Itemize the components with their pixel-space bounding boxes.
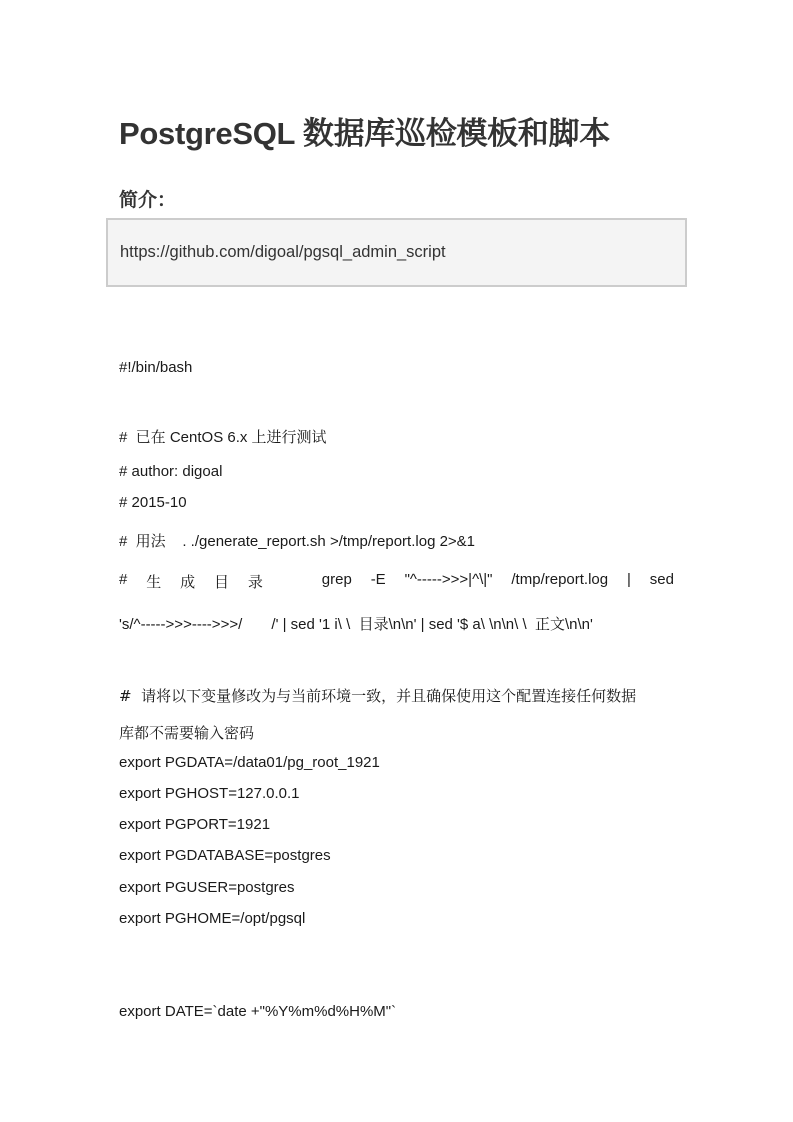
toc-token: -E (370, 571, 386, 588)
intro-link[interactable]: https://github.com/digoal/pgsql_admin_script (120, 243, 446, 261)
toc-token: # (119, 571, 128, 588)
toc-token: | (626, 571, 631, 588)
toc-token: 目 (214, 573, 230, 591)
comment-env-line-2: 库都不需要输入密码 (119, 724, 255, 742)
toc-token: 成 (180, 573, 196, 591)
comment-toc-line-2: 's/^----->>>---->>>/ /' | sed '1 i\ \ 目录\n\n' | sed '$ a\ \n\n\ \ 正文\n\n' (119, 616, 593, 633)
comment-date: # 2015-10 (119, 494, 187, 511)
export-pgdata: export PGDATA=/data01/pg_root_1921 (119, 754, 380, 771)
toc-token: grep (321, 571, 352, 588)
export-pgdatabase: export PGDATABASE=postgres (119, 847, 331, 864)
toc-token: sed (649, 571, 674, 588)
comment-env-line-1: # 请将以下变量修改为与当前环境一致，并且确保使用这个配置连接任何数据 (119, 687, 637, 705)
comment-usage: # 用法 . ./generate_report.sh >/tmp/report.log 2>&1 (119, 533, 476, 550)
intro-link-box (106, 218, 687, 287)
export-pguser: export PGUSER=postgres (119, 879, 295, 896)
shebang-line: #!/bin/bash (119, 359, 193, 376)
toc-token: 生 (146, 573, 162, 591)
toc-token: "^----->>>|^\|" (404, 571, 493, 588)
export-pgport: export PGPORT=1921 (119, 816, 271, 833)
intro-heading: 简介： (119, 190, 177, 211)
toc-token: /tmp/report.log (511, 571, 609, 588)
page-title: PostgreSQL 数据库巡检模板和脚本 (119, 116, 610, 151)
export-pghost: export PGHOST=127.0.0.1 (119, 785, 300, 802)
export-date: export DATE=`date +"%Y%m%d%H%M"` (119, 1003, 397, 1020)
export-pghome: export PGHOME=/opt/pgsql (119, 910, 306, 927)
toc-token: 录 (247, 573, 263, 591)
comment-author: # author: digoal (119, 463, 223, 480)
comment-toc-line-1 (119, 571, 674, 592)
comment-tested: # 已在 CentOS 6.x 上进行测试 (119, 429, 327, 446)
